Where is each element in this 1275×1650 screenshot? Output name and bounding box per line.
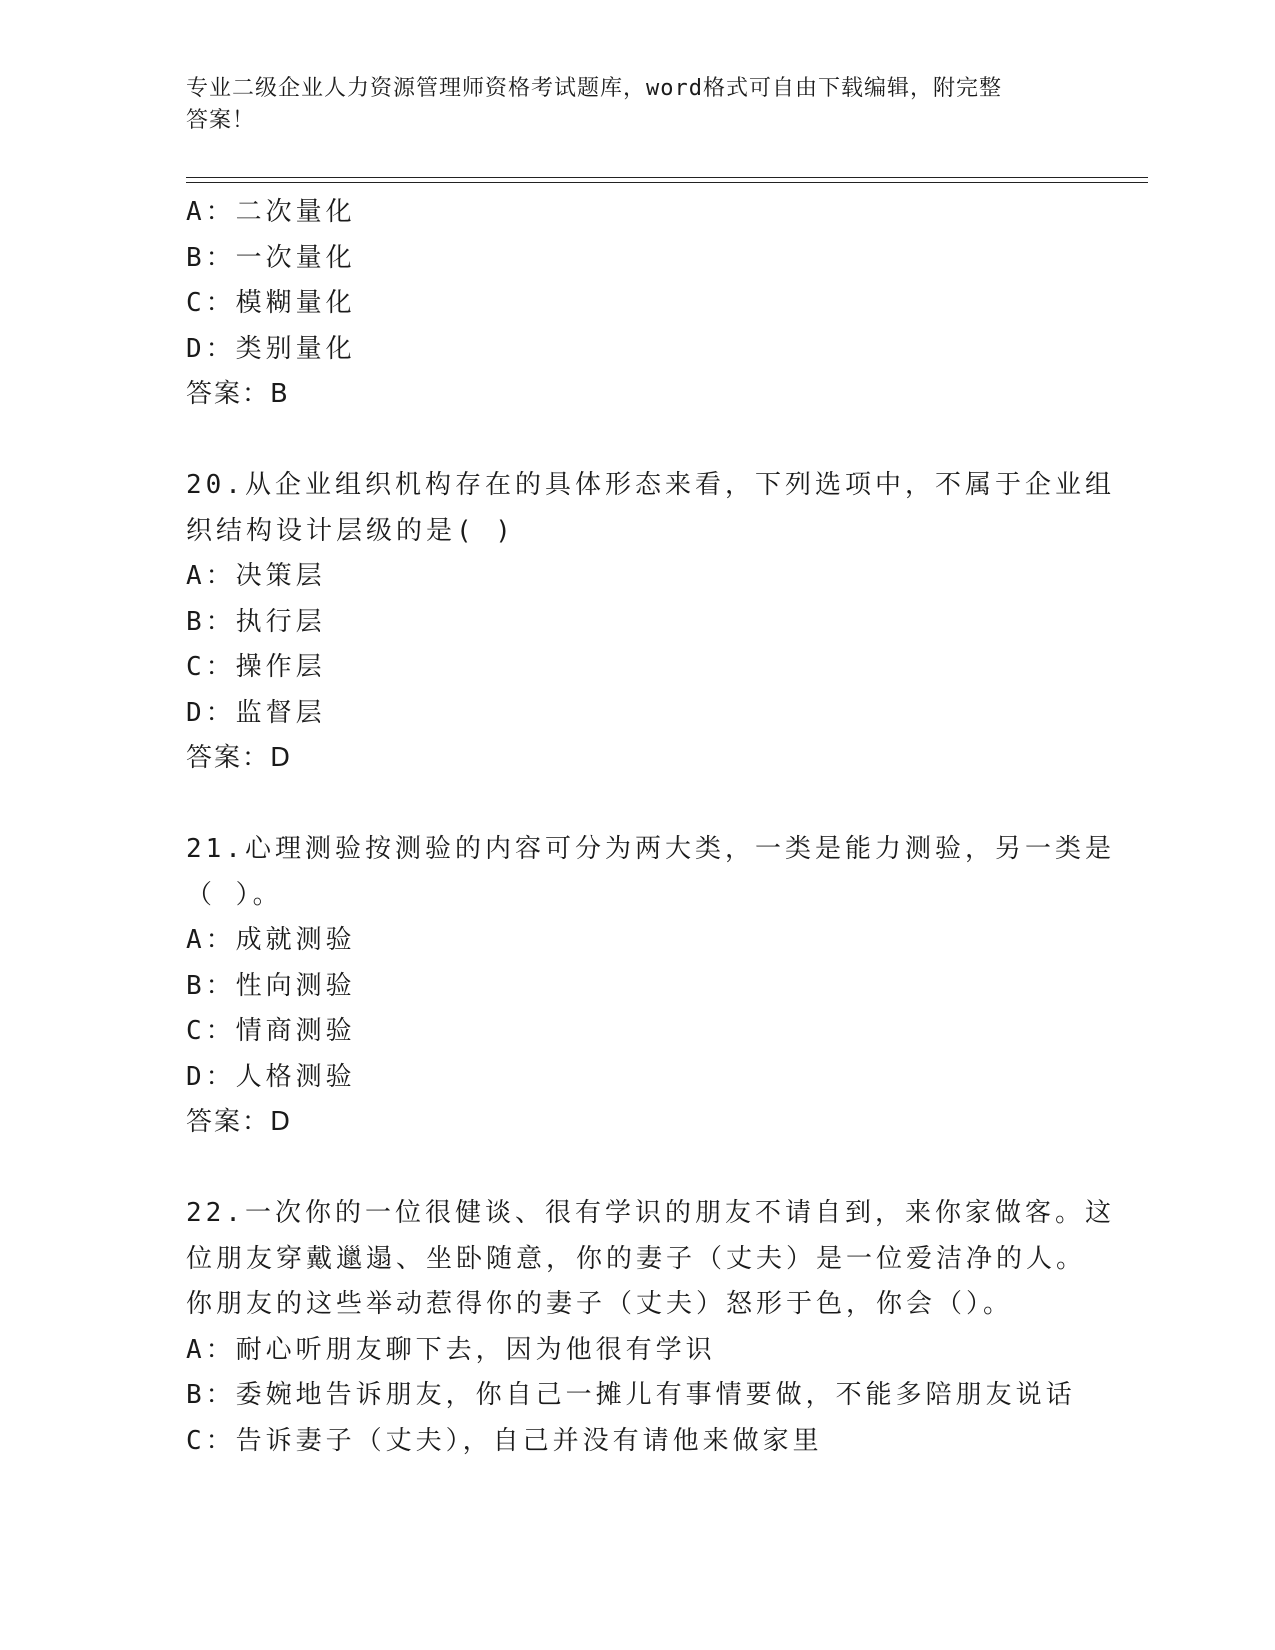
option-b: B：性向测验	[186, 970, 356, 1001]
answer-line: 答案：B	[186, 379, 290, 409]
answer-line: 答案：D	[186, 1107, 293, 1137]
question-21-block	[186, 827, 1115, 1146]
header-divider-bottom	[186, 182, 1148, 183]
option-b: B：委婉地告诉朋友，你自己一摊儿有事情要做，不能多陪朋友说话	[186, 1380, 1076, 1410]
document-header	[186, 73, 1066, 137]
option-b: B：执行层	[186, 606, 326, 637]
option-a: A：二次量化	[186, 197, 356, 227]
question-text-line: 20.从企业组织机构存在的具体形态来看，下列选项中，不属于企业组	[186, 470, 1115, 500]
option-a: A：成就测验	[186, 925, 356, 955]
option-d: D：人格测验	[186, 1061, 356, 1092]
question-text-line: 22.一次你的一位很健谈、很有学识的朋友不请自到，来你家做客。这	[186, 1198, 1115, 1228]
option-c: C：操作层	[186, 652, 326, 682]
question-19-block	[186, 190, 1086, 418]
question-text-line: 织结构设计层级的是( )	[186, 515, 515, 546]
question-text-line: （ ）。	[186, 879, 283, 910]
option-c: C：告诉妻子（丈夫），自己并没有请他来做家里	[186, 1425, 823, 1456]
question-22-block	[186, 1191, 1115, 1464]
option-a: A：耐心听朋友聊下去，因为他很有学识	[186, 1334, 716, 1365]
question-text-line: 位朋友穿戴邋遢、坐卧随意，你的妻子（丈夫）是一位爱洁净的人。	[186, 1243, 1087, 1274]
option-d: D：类别量化	[186, 333, 356, 364]
question-text-line: 21.心理测验按测验的内容可分为两大类，一类是能力测验，另一类是	[186, 834, 1115, 864]
option-a: A：决策层	[186, 561, 326, 591]
header-divider-top	[186, 177, 1148, 178]
option-c: C：模糊量化	[186, 288, 356, 318]
answer-line: 答案：D	[186, 743, 293, 773]
option-b: B：一次量化	[186, 242, 356, 273]
document-body	[186, 190, 1115, 1464]
question-text-line: 你朋友的这些举动惹得你的妻子（丈夫）怒形于色，你会（）。	[186, 1289, 1014, 1319]
option-d: D：监督层	[186, 697, 326, 728]
question-20-block	[186, 463, 1115, 782]
header-line-2: 答案！	[186, 108, 256, 133]
spacer	[186, 1146, 1086, 1192]
spacer	[186, 418, 1086, 464]
option-c: C：情商测验	[186, 1016, 356, 1046]
header-line-1: 专业二级企业人力资源管理师资格考试题库，word格式可自由下载编辑，附完整	[186, 76, 1002, 101]
spacer	[186, 782, 1086, 828]
